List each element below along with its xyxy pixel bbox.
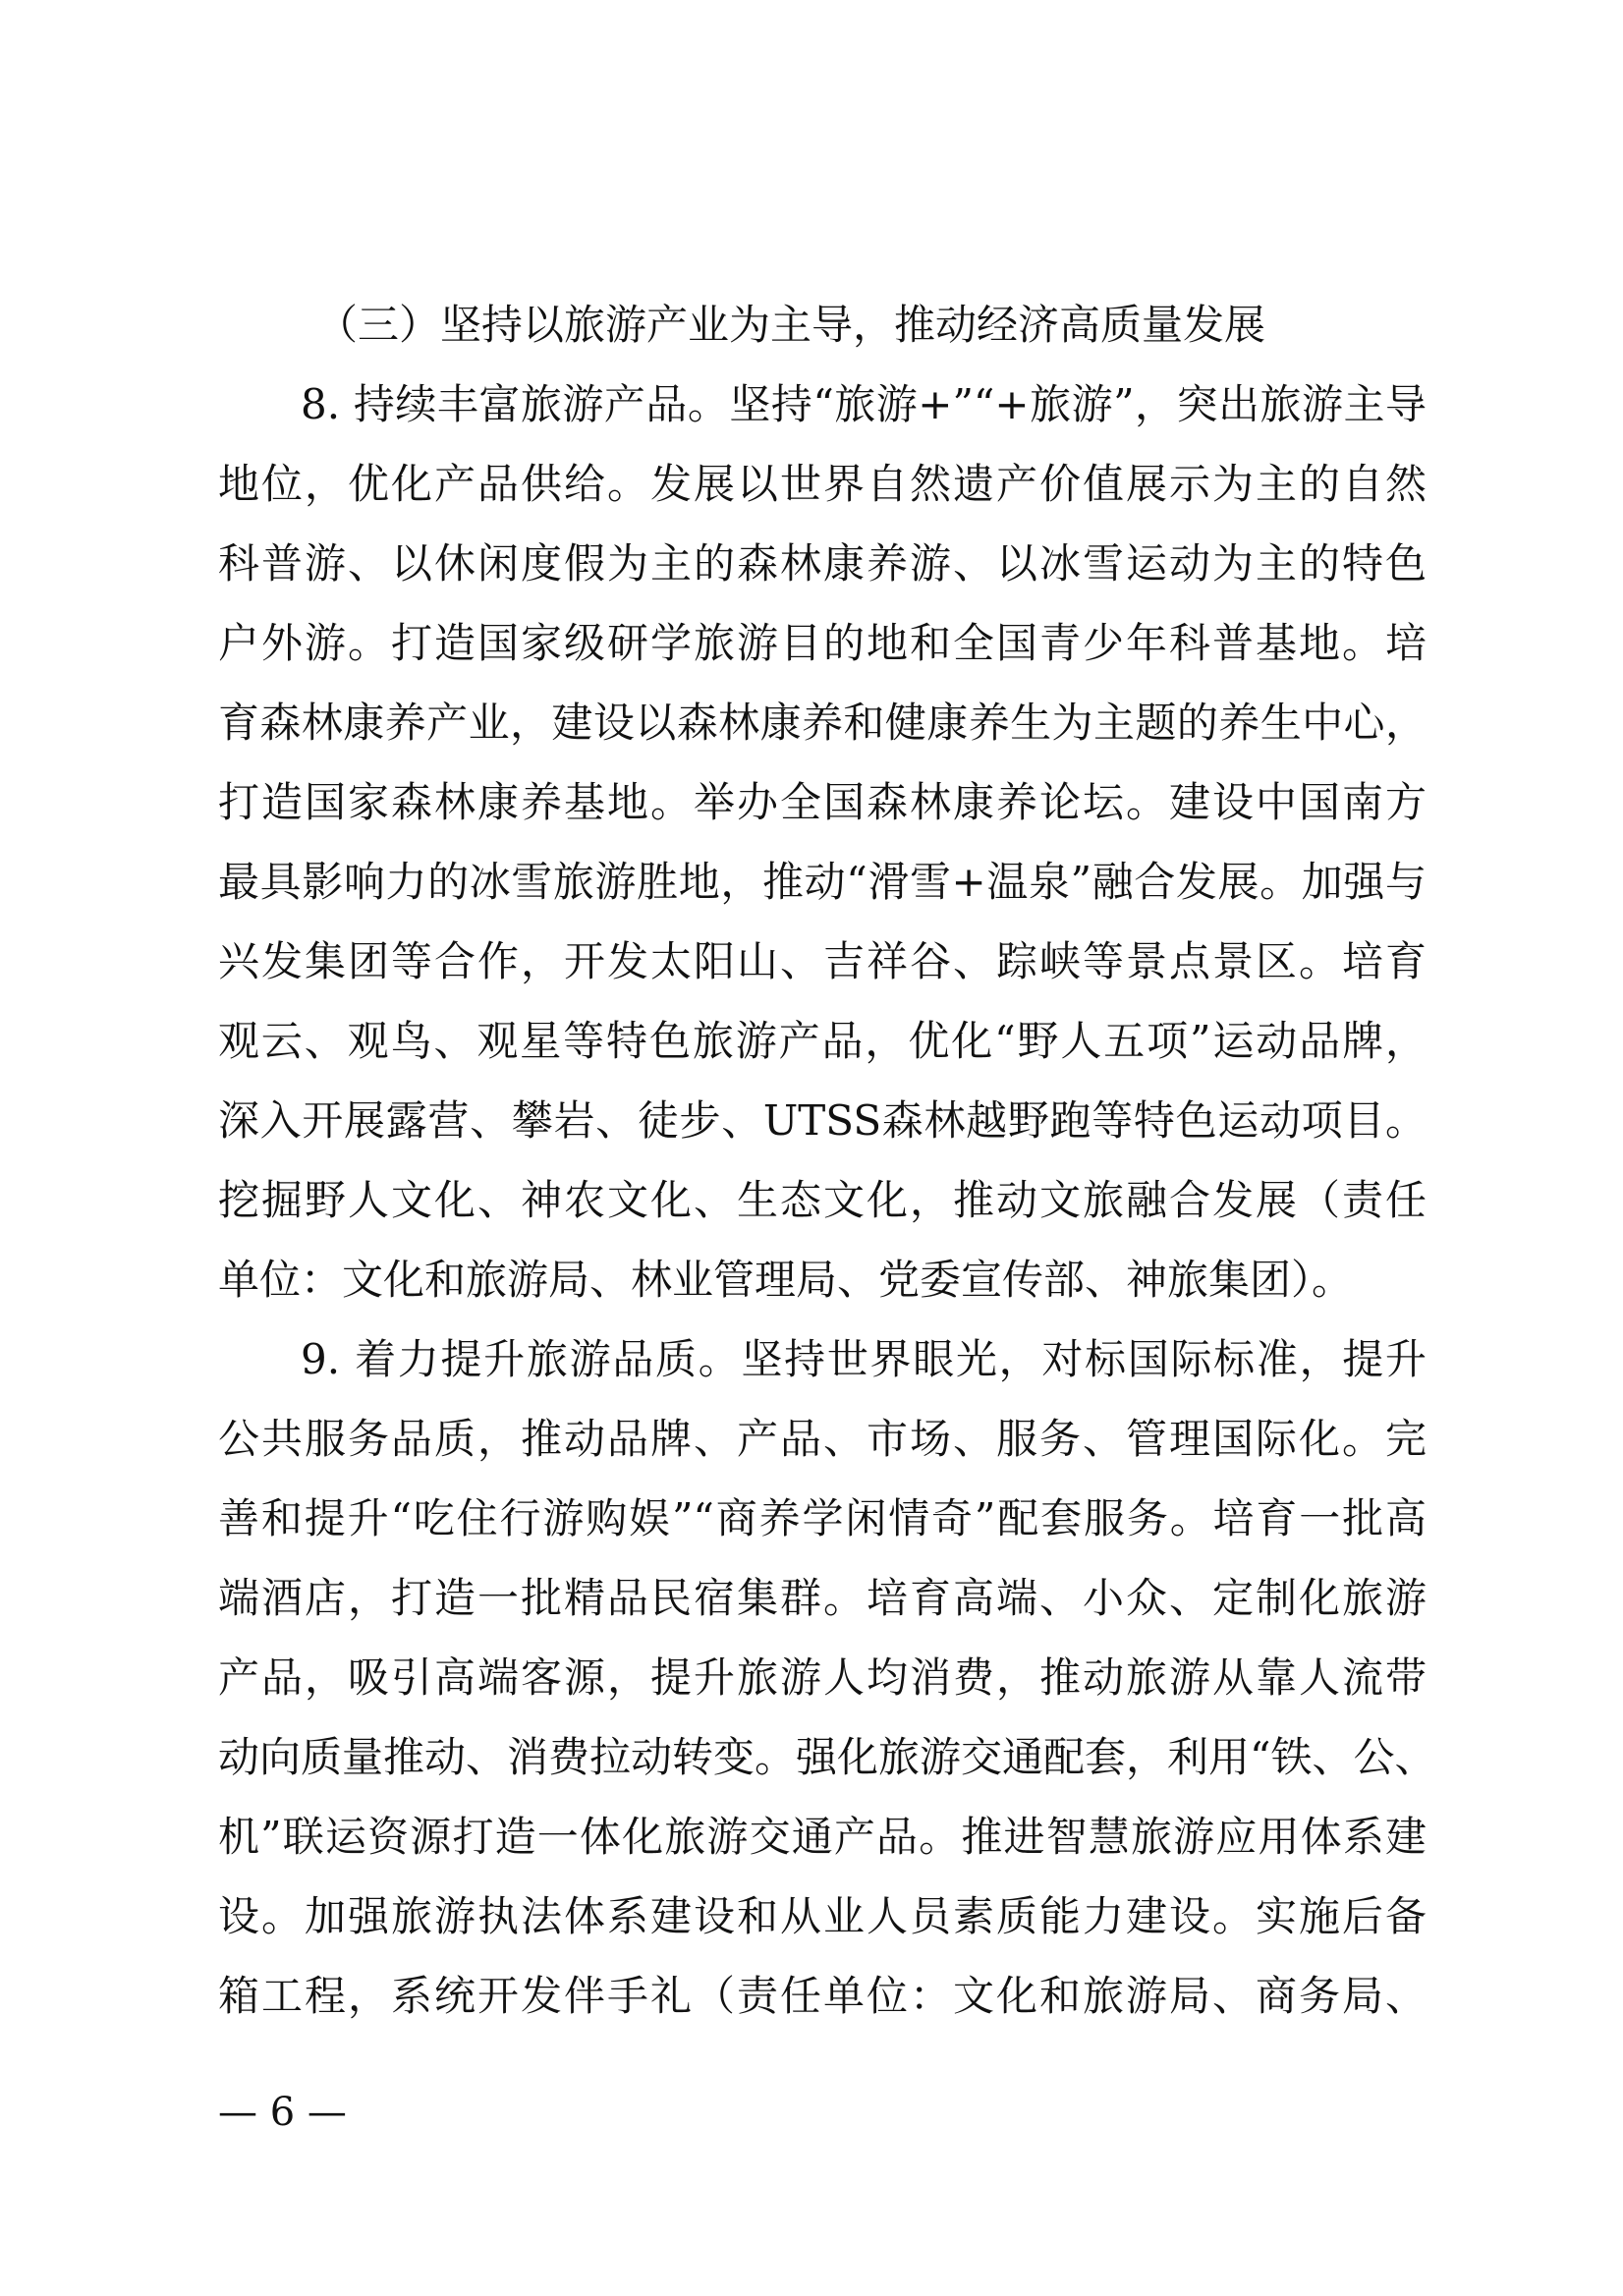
body-text <box>218 285 1436 2036</box>
paragraph-8 <box>218 364 1427 1319</box>
paragraph-line: 观云、观鸟、观星等特色旅游产品，优化“野人五项”运动品牌， <box>218 1017 1427 1065</box>
paragraph-line: 机”联运资源打造一体化旅游交通产品。推进智慧旅游应用体系建 <box>218 1813 1427 1861</box>
section-heading: （三）坚持以旅游产业为主导，推动经济高质量发展 <box>316 301 1266 349</box>
paragraph-line: 打造国家森林康养基地。举办全国森林康养论坛。建设中国南方 <box>218 778 1427 826</box>
paragraph-line: 科普游、以休闲度假为主的森林康养游、以冰雪运动为主的特色 <box>218 539 1427 588</box>
paragraph-line: 公共服务品质，推动品牌、产品、市场、服务、管理国际化。完 <box>218 1415 1427 1463</box>
paragraph-line: 地位，优化产品供给。发展以世界自然遗产价值展示为主的自然 <box>218 460 1427 508</box>
paragraph-line: 箱工程，系统开发伴手礼（责任单位：文化和旅游局、商务局、 <box>218 1972 1427 2020</box>
paragraph-line: 挖掘野人文化、神农文化、生态文化，推动文旅融合发展（责任 <box>218 1176 1427 1224</box>
paragraph-line: 最具影响力的冰雪旅游胜地，推动“滑雪+温泉”融合发展。加强与 <box>218 858 1427 906</box>
paragraph-line: 育森林康养产业，建设以森林康养和健康养生为主题的养生中心， <box>218 699 1427 747</box>
paragraph-line: 户外游。打造国家级研学旅游目的地和全国青少年科普基地。培 <box>218 619 1427 667</box>
paragraph-line: 动向质量推动、消费拉动转变。强化旅游交通配套，利用“铁、公、 <box>218 1733 1436 1781</box>
paragraph-line: 9. 着力提升旅游品质。坚持世界眼光，对标国际标准，提升 <box>301 1335 1427 1383</box>
paragraph-9 <box>218 1319 1436 2036</box>
paragraph-line: 善和提升“吃住行游购娱”“商养学闲情奇”配套服务。培育一批高 <box>218 1494 1427 1542</box>
paragraph-line: 单位：文化和旅游局、林业管理局、党委宣传部、神旅集团）。 <box>218 1256 1354 1304</box>
page-number: — 6 — <box>218 2090 347 2135</box>
paragraph-line: 兴发集团等合作，开发太阳山、吉祥谷、踪峡等景点景区。培育 <box>218 937 1427 985</box>
paragraph-line: 产品，吸引高端客源，提升旅游人均消费，推动旅游从靠人流带 <box>218 1653 1427 1702</box>
paragraph-line: 端酒店，打造一批精品民宿集群。培育高端、小众、定制化旅游 <box>218 1574 1427 1622</box>
paragraph-line: 8. 持续丰富旅游产品。坚持“旅游+”“+旅游”，突出旅游主导 <box>301 380 1427 428</box>
paragraph-line: 设。加强旅游执法体系建设和从业人员素质能力建设。实施后备 <box>218 1892 1427 1940</box>
paragraph-line: 深入开展露营、攀岩、徒步、UTSS森林越野跑等特色运动项目。 <box>218 1096 1427 1145</box>
